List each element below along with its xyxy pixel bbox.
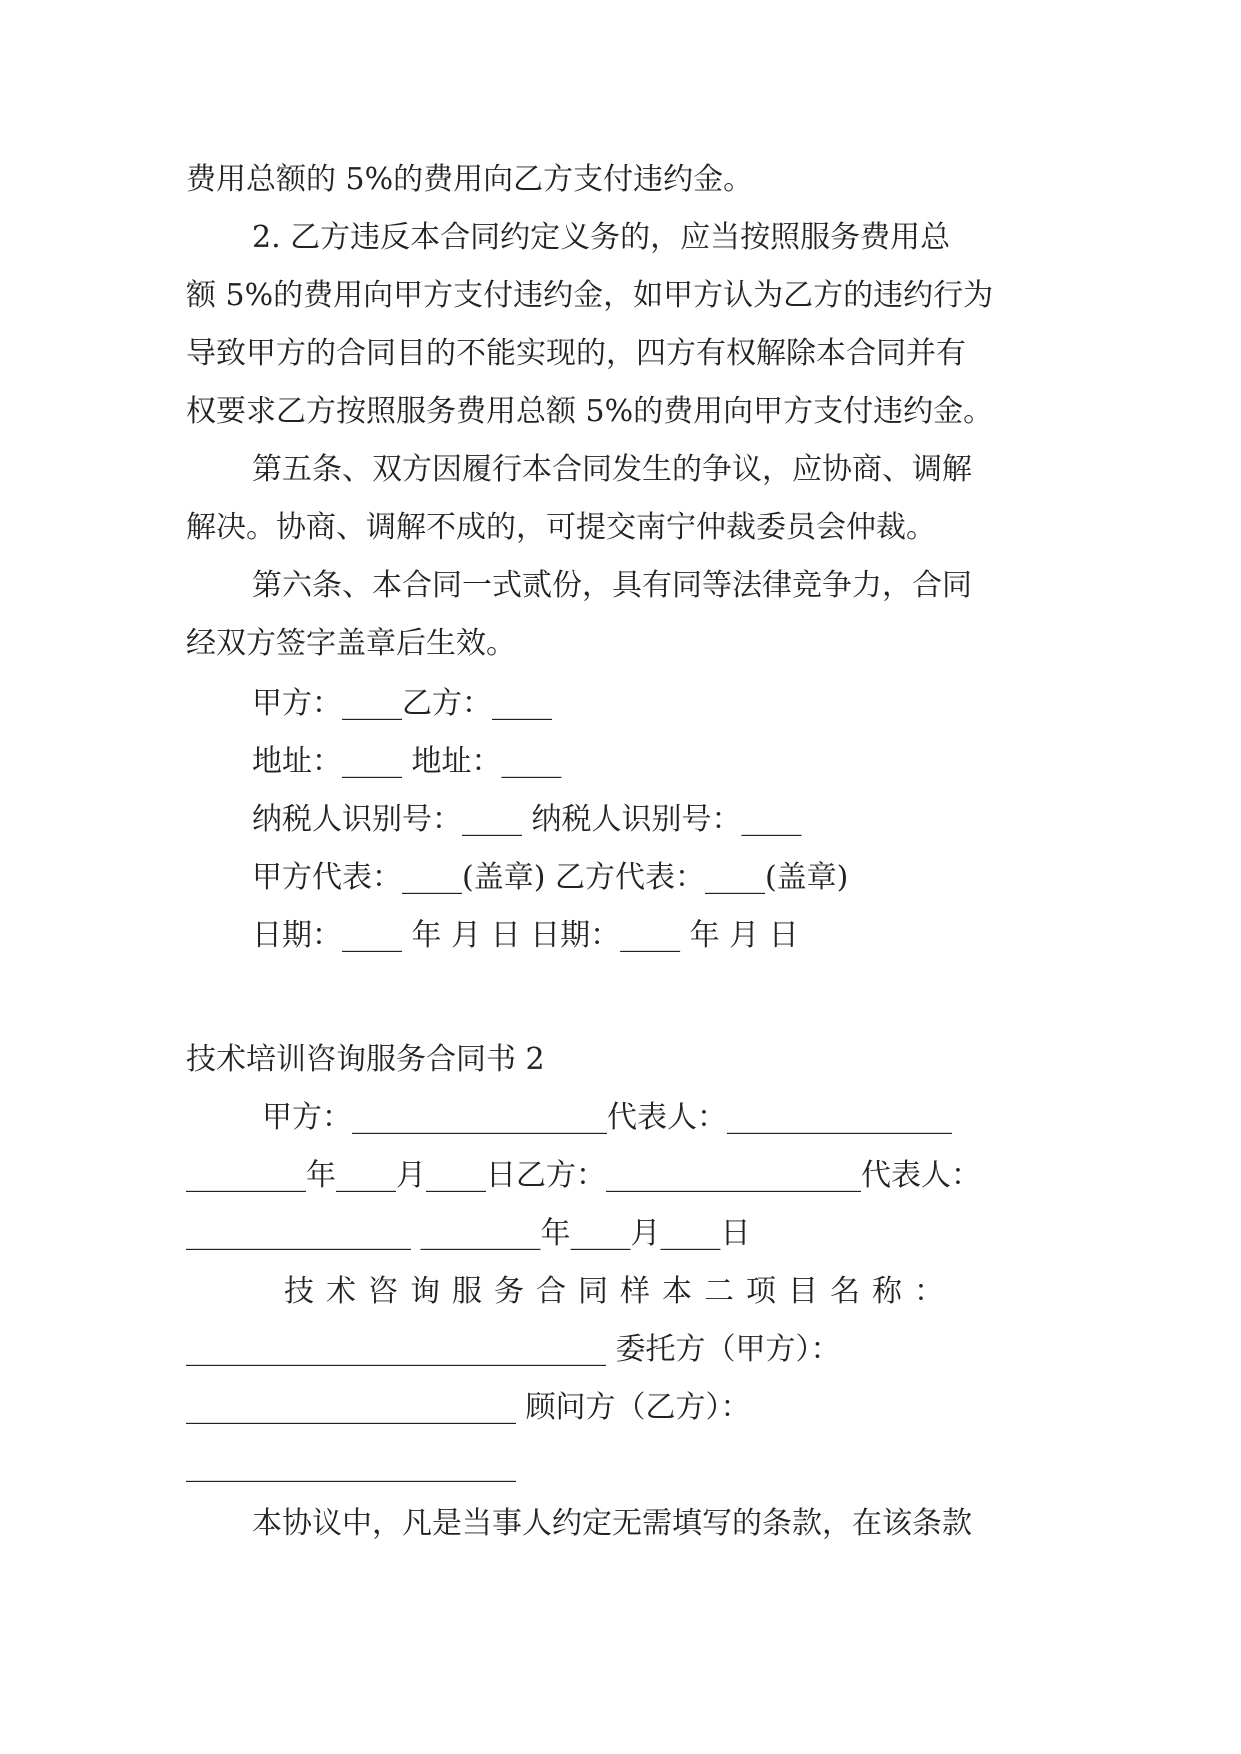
final-paragraph: 本协议中，凡是当事人约定无需填写的条款，在该条款 [252,1506,972,1541]
signature-date-line: 日期：____ 年 月 日 日期：____ 年 月 日 [252,918,799,953]
signature-address-line: 地址：____ 地址：____ [252,744,562,779]
contract2-line-4: 技术咨询服务合同样本二项目名称： [284,1274,956,1309]
signature-representative-line: 甲方代表：____(盖章) 乙方代表：____(盖章) [252,860,849,895]
article5-line-1: 第五条、双方因履行本合同发生的争议，应协商、调解 [252,452,972,487]
contract2-line-3: _______________ ________年____月____日 [186,1216,751,1251]
contract2-line-5: ____________________________ 委托方（甲方）： [186,1332,841,1367]
signature-tax-id-line: 纳税人识别号：____ 纳税人识别号：____ [252,802,802,837]
clause2-line-4: 权要求乙方按照服务费用总额 5%的费用向甲方支付违约金。 [186,394,994,429]
article5-line-2: 解决。协商、调解不成的，可提交南宁仲裁委员会仲裁。 [186,510,936,545]
clause2-line-3: 导致甲方的合同目的不能实现的，四方有权解除本合同并有 [186,336,966,371]
clause2-line-2: 额 5%的费用向甲方支付违约金，如甲方认为乙方的违约行为 [186,278,994,313]
article6-line-2: 经双方签字盖章后生效。 [186,626,516,661]
contract2-line-1: 甲方：_________________代表人：_______________ [262,1100,952,1135]
clause2-line-1: 2. 乙方违反本合同约定义务的，应当按照服务费用总 [252,220,951,255]
section-title: 技术培训咨询服务合同书 2 [186,1042,545,1077]
contract2-line-6: ______________________ 顾问方（乙方）： [186,1390,751,1425]
article6-line-1: 第六条、本合同一式贰份，具有同等法律竞争力，合同 [252,568,972,603]
contract2-line-2: ________年____月____日乙方：_________________代表人： [186,1158,981,1193]
signature-party-line: 甲方：____乙方：____ [252,686,552,721]
contract2-line-7: ______________________ [186,1448,516,1483]
clause-continuation: 费用总额的 5%的费用向乙方支付违约金。 [186,162,754,197]
